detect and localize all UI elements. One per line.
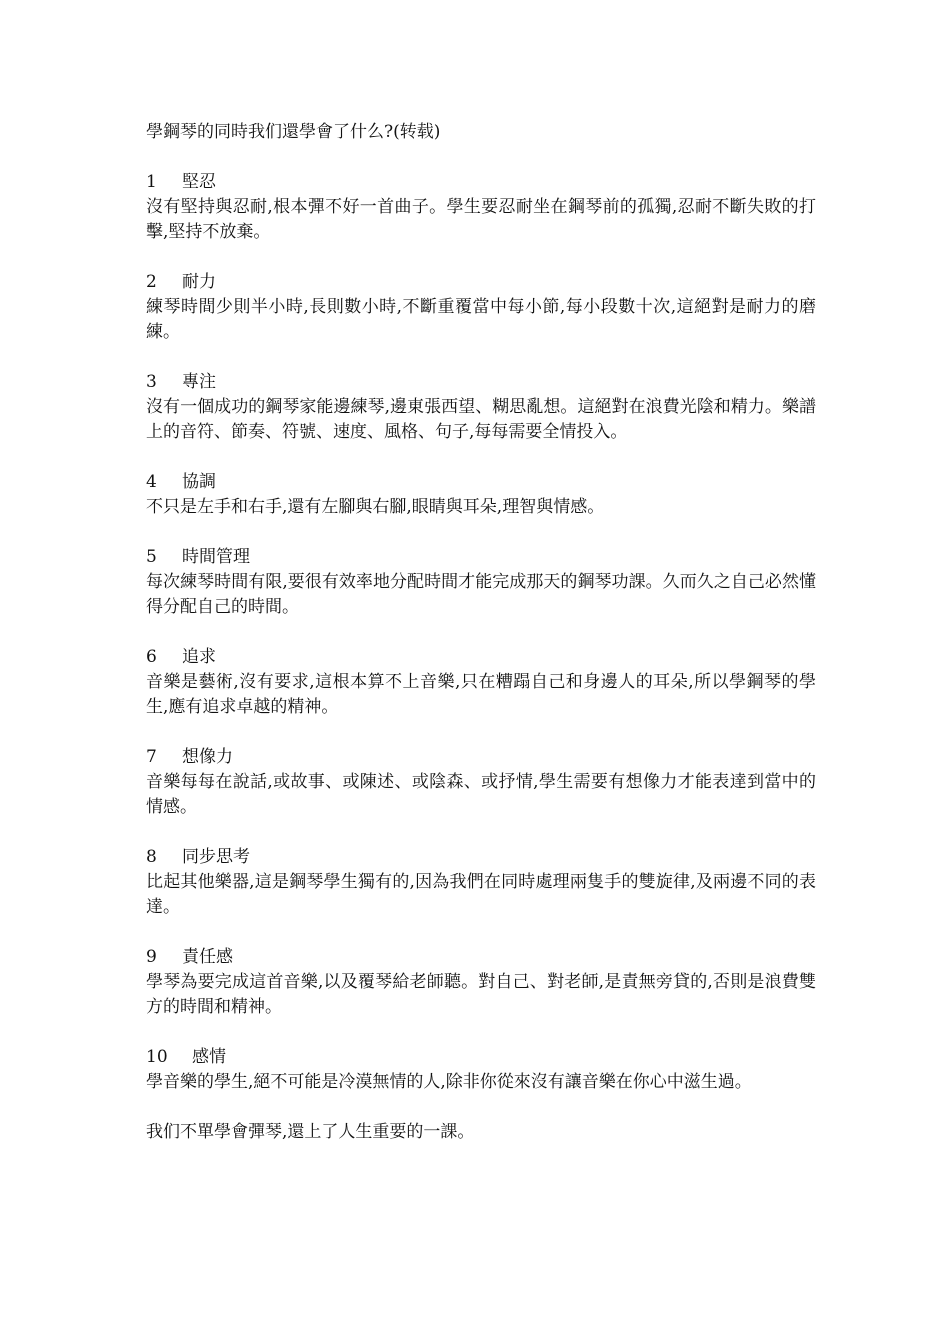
section-title: 時間管理	[182, 547, 250, 567]
section-heading	[146, 1045, 816, 1070]
section-heading	[146, 945, 816, 970]
section-number: 8	[146, 847, 157, 867]
section-text: 音樂是藝術,沒有要求,這根本算不上音樂,只在糟蹋自己和身邊人的耳朵,所以學鋼琴的學生,應有追求卓越的精神。	[146, 672, 816, 717]
section-9	[146, 945, 816, 1020]
closing-line: 我们不單學會彈琴,還上了人生重要的一課。	[146, 1122, 475, 1142]
section-number: 3	[146, 372, 157, 392]
section-title: 追求	[182, 647, 216, 667]
section-number: 4	[146, 472, 157, 492]
section-text: 音樂每每在說話,或故事、或陳述、或陰森、或抒情,學生需要有想像力才能表達到當中的情感。	[146, 772, 816, 817]
section-number: 10	[146, 1047, 168, 1067]
section-heading	[146, 745, 816, 770]
section-4	[146, 470, 816, 520]
section-title: 專注	[182, 372, 216, 392]
section-text: 學琴為要完成這首音樂,以及覆琴給老師聽。對自己、對老師,是責無旁貸的,否則是浪費雙方的時間和精神。	[146, 972, 816, 1017]
section-text: 沒有堅持與忍耐,根本彈不好一首曲子。學生要忍耐坐在鋼琴前的孤獨,忍耐不斷失敗的打擊,堅持不放棄。	[146, 197, 816, 242]
section-text: 比起其他樂器,這是鋼琴學生獨有的,因為我們在同時處理兩隻手的雙旋律,及兩邊不同的表達。	[146, 872, 816, 917]
section-text: 沒有一個成功的鋼琴家能邊練琴,邊東張西望、糊思亂想。這絕對在浪費光陰和精力。樂譜上的音符、節奏、符號、速度、風格、句子,每每需要全情投入。	[146, 397, 816, 442]
section-text: 學音樂的學生,絕不可能是冷漠無情的人,除非你從來沒有讓音樂在你心中滋生過。	[146, 1072, 752, 1092]
section-number: 9	[146, 947, 157, 967]
section-3	[146, 370, 816, 445]
section-heading	[146, 845, 816, 870]
section-10	[146, 1045, 816, 1095]
section-heading	[146, 170, 816, 195]
section-number: 7	[146, 747, 157, 767]
section-title: 協調	[182, 472, 216, 492]
section-text: 每次練琴時間有限,要很有效率地分配時間才能完成那天的鋼琴功課。久而久之自己必然懂得分配自己的時間。	[146, 572, 816, 617]
section-heading	[146, 370, 816, 395]
section-2	[146, 270, 816, 345]
section-title: 想像力	[182, 747, 233, 767]
section-text: 不只是左手和右手,還有左腳與右腳,眼睛與耳朵,理智與情感。	[146, 497, 605, 517]
document-page	[146, 120, 816, 1145]
section-number: 6	[146, 647, 157, 667]
section-title: 堅忍	[182, 172, 216, 192]
section-number: 5	[146, 547, 157, 567]
section-title: 感情	[192, 1047, 226, 1067]
section-title: 同步思考	[182, 847, 250, 867]
section-5	[146, 545, 816, 620]
section-heading	[146, 645, 816, 670]
section-title: 耐力	[182, 272, 216, 292]
section-heading	[146, 470, 816, 495]
section-heading	[146, 270, 816, 295]
section-number: 2	[146, 272, 157, 292]
section-number: 1	[146, 172, 157, 192]
section-6	[146, 645, 816, 720]
section-8	[146, 845, 816, 920]
section-heading	[146, 545, 816, 570]
section-text: 練琴時間少則半小時,長則數小時,不斷重覆當中每小節,每小段數十次,這絕對是耐力的磨練。	[146, 297, 816, 342]
section-title: 責任感	[182, 947, 233, 967]
section-7	[146, 745, 816, 820]
document-title: 學鋼琴的同時我们還學會了什么?(转载)	[146, 122, 441, 142]
section-1	[146, 170, 816, 245]
